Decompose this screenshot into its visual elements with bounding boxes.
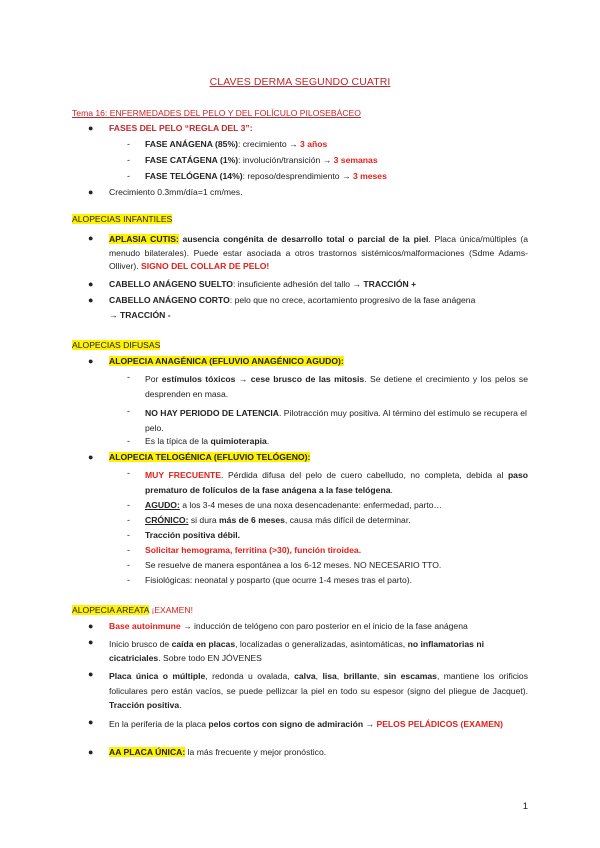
telogenica-item-6: Se resuelve de manera espontánea a los 6-12 meses. NO NECESARIO TTO. (145, 560, 442, 570)
tema-heading: Tema 16: ENFERMEDADES DEL PELO Y DEL FOLÍCULO PILOSEBÁCEO (72, 108, 361, 118)
bullet-icon: ● (88, 295, 94, 305)
bullet-icon: ● (88, 233, 94, 243)
telogenica-item-5: Solicitar hemograma, ferritina (>30), función tiroidea. (145, 545, 362, 555)
document-title: CLAVES DERMA SEGUNDO CUATRI (209, 76, 391, 88)
telogenica-item-1: MUY FRECUENTE. Pérdida difusa del pelo de cuero cabelludo, no completa, debida al paso prematuro de folículos de la fase anágena a la fase telógena. (145, 470, 528, 495)
fase-catagena: FASE CATÁGENA (1%): involución/transición → 3 semanas (145, 155, 378, 165)
bullet-icon: ● (88, 452, 94, 462)
infantiles-heading: ALOPECIAS INFANTILES (72, 214, 173, 224)
dash-icon: - (127, 406, 130, 416)
bullet-icon: ● (88, 123, 94, 133)
anagenica-item-2: NO HAY PERIODO DE LATENCIA. Pilotracción muy positiva. Al término del estímulo se recupera el pelo. (145, 408, 527, 433)
dash-icon: - (127, 155, 130, 165)
bullet-icon: ● (88, 621, 94, 631)
telogenica-item-7: Fisiológicas: neonatal y posparto (que ocurre 1-4 meses tras el parto). (145, 575, 413, 585)
dash-icon: - (127, 372, 130, 382)
bullet-icon: ● (88, 637, 94, 647)
dash-icon: - (127, 171, 130, 181)
bullet-icon: ● (88, 279, 94, 289)
areata-item-3: Placa única o múltiple, redonda u ovalada, calva, lisa, brillante, sin escamas, mantiene los orificios foliculares pero están vacíos, se puede pellizcar la piel en todo su espesor (signo del pliegue de Jacquet). Tracción positiva. (109, 671, 529, 710)
difusas-heading: ALOPECIAS DIFUSAS (72, 340, 161, 350)
anagenica-heading: ALOPECIA ANAGÉNICA (EFLUVIO ANAGÉNICO AGUDO): (109, 356, 344, 366)
dash-icon: - (127, 545, 130, 555)
anageno-corto-item: CABELLO ANÁGENO CORTO: pelo que no crece, acortamiento progresivo de la fase anágena (109, 295, 476, 305)
aplasia-cutis-item: APLASIA CUTIS: ausencia congénita de desarrollo total o parcial de la piel. Placa única/múltiples (a menudo bilaterales). Puede estar asociada a otros trastornos sistémicos/malformaciones (Sdme Adams-Olliver). SIGNO DEL COLLAR DE PELO! (109, 234, 528, 271)
fase-anagena: FASE ANÁGENA (85%): crecimiento → 3 años (145, 139, 328, 149)
areata-item-2: Inicio brusco de caída en placas, localizadas o generalizadas, asintomáticas, no inflamatorias ni cicatriciales. Sobre todo EN JÓVENES (109, 639, 484, 663)
telogenica-heading: ALOPECIA TELOGÉNICA (EFLUVIO TELÓGENO): (109, 452, 311, 462)
dash-icon: - (127, 436, 130, 446)
bullet-icon: ● (88, 747, 94, 757)
areata-item-1: Base autoinmune → inducción de telógeno con paro posterior en el inicio de la fase anágena (109, 621, 468, 631)
anagenica-item-3: Es la típica de la quimioterapia. (145, 436, 270, 446)
dash-icon: - (127, 515, 130, 525)
anageno-suelto-item: CABELLO ANÁGENO SUELTO: insuficiente adhesión del tallo → TRACCIÓN + (109, 279, 417, 289)
fases-heading: FASES DEL PELO “REGLA DEL 3”: (109, 123, 253, 133)
telogenica-item-3: CRÓNICO: si dura más de 6 meses, causa más difícil de determinar. (145, 515, 411, 525)
bullet-icon: ● (88, 187, 94, 197)
bullet-icon: ● (88, 356, 94, 366)
anagenica-item-1: Por estímulos tóxicos → cese brusco de las mitosis. Se detiene el crecimiento y los pelos se desprenden en masa. (145, 374, 528, 399)
dash-icon: - (127, 500, 130, 510)
areata-item-4: En la periferia de la placa pelos cortos con signo de admiración → PELOS PELÁDICOS (EXAMEN) (109, 719, 503, 729)
areata-item-5: AA PLACA ÚNICA: la más frecuente y mejor pronóstico. (109, 747, 327, 757)
dash-icon: - (127, 575, 130, 585)
telogenica-item-4: Tracción positiva débil. (145, 530, 241, 540)
bullet-icon: ● (88, 669, 94, 679)
page-number: 1 (522, 801, 528, 812)
anageno-corto-end: → TRACCIÓN - (109, 310, 171, 320)
telogenica-item-2: AGUDO: a los 3-4 meses de una noxa desencadenante: enfermedad, parto… (145, 500, 443, 510)
crecimiento-text: Crecimiento 0.3mm/día=1 cm/mes. (109, 187, 243, 197)
fase-telogena: FASE TELÓGENA (14%): reposo/desprendimiento → 3 meses (145, 171, 387, 181)
dash-icon: - (127, 139, 130, 149)
dash-icon: - (127, 530, 130, 540)
dash-icon: - (127, 468, 130, 478)
areata-heading: ALOPECIA AREATA ¡EXAMEN! (72, 605, 193, 615)
dash-icon: - (127, 560, 130, 570)
bullet-icon: ● (88, 717, 94, 727)
